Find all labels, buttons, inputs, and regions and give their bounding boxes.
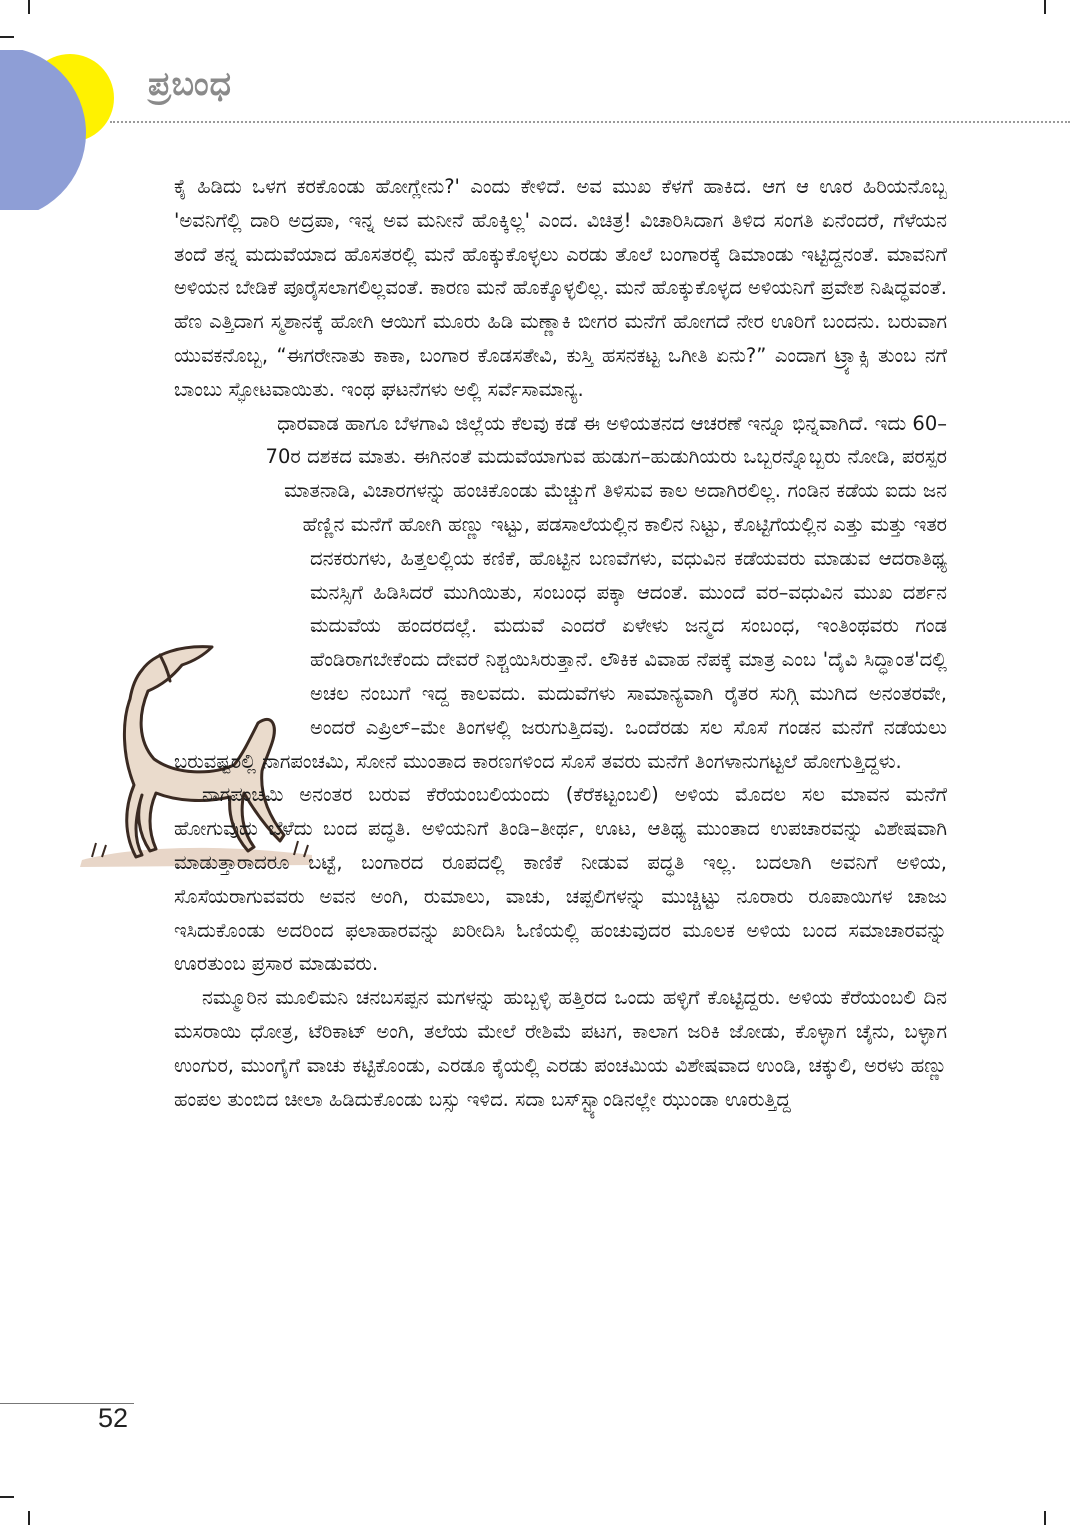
crop-mark-top-left <box>28 0 30 14</box>
page-number: 52 <box>98 1403 129 1433</box>
crop-mark-bottom-right <box>1044 1511 1046 1525</box>
decorative-circles <box>0 50 130 210</box>
article-body <box>174 170 947 1116</box>
section-title: ಪ್ರಬಂಧ <box>148 64 232 103</box>
crop-mark-bottom-left <box>28 1511 30 1525</box>
paragraph-3: ನಾಗಪಂಚಮಿ ಅನಂತರ ಬರುವ ಕೆರೆಯಂಬಲಿಯಂದು (ಕೆರೆಕಟ್ಟಂಬಲಿ) ಅಳಿಯ ಮೊದಲ ಸಲ ಮಾವನ ಮನೆಗೆ ಹೋಗುವುದು ಬೆಳೆದು ಬಂದ ಪದ್ಧತಿ. ಅಳಿಯನಿಗೆ ತಿಂಡಿ–ತೀರ್ಥ, ಊಟ, ಆತಿಥ್ಯ ಮುಂತಾದ ಉಪಚಾರವನ್ನು ವಿಶೇಷವಾಗಿ ಮಾಡುತ್ತಾರಾದರೂ ಬಟ್ಟೆ, ಬಂಗಾರದ ರೂಪದಲ್ಲಿ ಕಾಣಿಕೆ ನೀಡುವ ಪದ್ಧತಿ ಇಲ್ಲ. ಬದಲಾಗಿ ಅವನಿಗೆ ಅಳಿಯ, ಸೊಸೆಯರಾಗುವವರು ಅವನ ಅಂಗಿ, ರುಮಾಲು, ವಾಚು, ಚಪ್ಪಲಿಗಳನ್ನು ಮುಚ್ಚಿಟ್ಟು ನೂರಾರು ರೂಪಾಯಿಗಳ ಚಾಜು ಇಸಿದುಕೊಂಡು ಅದರಿಂದ ಫಲಾಹಾರವನ್ನು ಖರೀದಿಸಿ ಓಣಿಯಲ್ಲಿ ಹಂಚುವುದರ ಮೂಲಕ ಅಳಿಯ ಬಂದ ಸಮಾಚಾರವನ್ನು ಊರತುಂಬ ಪ್ರಸಾರ ಮಾಡುವರು. <box>174 783 947 976</box>
crop-mark-top-right <box>1044 0 1046 14</box>
header-divider <box>110 121 1070 123</box>
crop-mark-top-left-h <box>0 36 14 38</box>
crop-mark-bottom-left-h <box>0 1496 14 1498</box>
paragraph-2-text: ಧಾರವಾಡ ಹಾಗೂ ಬೆಳಗಾವಿ ಜಿಲ್ಲೆಯ ಕೆಲವು ಕಡೆ ಈ ಅಳಿಯತನದ ಆಚರಣೆ ಇನ್ನೂ ಭಿನ್ನವಾಗಿದೆ. ಇದು 60–70ರ ದಶಕದ ಮಾತು. ಈಗಿನಂತೆ ಮದುವೆಯಾಗುವ ಹುಡುಗ–ಹುಡುಗಿಯರು ಒಬ್ಬರನ್ನೊಬ್ಬರು ನೋಡಿ, ಪರಸ್ಪರ ಮಾತನಾಡಿ, ವಿಚಾರಗಳನ್ನು ಹಂಚಿಕೊಂಡು ಮೆಚ್ಚುಗೆ ತಿಳಿಸುವ ಕಾಲ ಅದಾಗಿರಲಿಲ್ಲ. ಗಂಡಿನ ಕಡೆಯ ಐದು ಜನ ಹೆಣ್ಣಿನ ಮನೆಗೆ ಹೋಗಿ ಹಣ್ಣು ಇಟ್ಟು, ಪಡಸಾಲೆಯಲ್ಲಿನ ಕಾಲಿನ ನಿಟ್ಟು, ಕೊಟ್ಟಿಗೆಯಲ್ಲಿನ ಎತ್ತು ಮತ್ತು ಇತರ ದನಕರುಗಳು, ಹಿತ್ತಲಲ್ಲಿಯ ಕಣಿಕೆ, ಹೊಟ್ಟಿನ ಬಣವೆಗಳು, ವಧುವಿನ ಕಡೆಯವರು ಮಾಡುವ ಆದರಾತಿಥ್ಯ ಮನಸ್ಸಿಗೆ ಹಿಡಿಸಿದರೆ ಮುಗಿಯಿತು, ಸಂಬಂಧ ಪಕ್ಕಾ ಆದಂತೆ. ಮುಂದೆ ವರ–ವಧುವಿನ ಮುಖ ದರ್ಶನ ಮದುವೆಯ ಹಂದರದಲ್ಲೆ. ಮದುವೆ ಎಂದರೆ ಏಳೇಳು ಜನ್ಮದ ಸಂಬಂಧ, ಇಂತಿಂಥವರು ಗಂಡ ಹೆಂಡಿರಾಗಬೇಕೆಂದು ದೇವರೆ ನಿಶ್ಚಯಿಸಿರುತ್ತಾನೆ. ಲೌಕಿಕ ವಿವಾಹ ನೆಪಕ್ಕೆ ಮಾತ್ರ ಎಂಬ 'ದೈವಿ ಸಿದ್ಧಾಂತ'ದಲ್ಲಿ ಅಚಲ ನಂಬುಗೆ ಇದ್ದ ಕಾಲವದು. ಮದುವೆಗಳು ಸಾಮಾನ್ಯವಾಗಿ ರೈತರ ಸುಗ್ಗಿ ಮುಗಿದ ಅನಂತರವೇ, ಅಂದರೆ ಎಪ್ರಿಲ್–ಮೇ ತಿಂಗಳಲ್ಲಿ ಜರುಗುತ್ತಿದವು. ಒಂದೆರಡು ಸಲ ಸೊಸೆ ಗಂಡನ ಮನೆಗೆ ನಡೆಯಲು ಬರುವಷ್ಟರಲ್ಲಿ ನಾಗಪಂಚಮಿ, ಸೋನೆ ಮುಂತಾದ ಕಾರಣಗಳಿಂದ ಸೊಸೆ ತವರು ಮನೆಗೆ ತಿಂಗಳಾನುಗಟ್ಟಲೆ ಹೋಗುತ್ತಿದ್ದಳು. <box>174 411 947 773</box>
paragraph-1: ಕೈ ಹಿಡಿದು ಒಳಗ ಕರಕೊಂಡು ಹೋಗ್ಲೇನು?' ಎಂದು ಕೇಳಿದೆ. ಅವ ಮುಖ ಕೆಳಗೆ ಹಾಕಿದ. ಆಗ ಆ ಊರ ಹಿರಿಯನೊಬ್ಬ 'ಅವನಿಗೆಲ್ಲಿ ದಾರಿ ಅದ್ರಪಾ, ಇನ್ನ ಅವ ಮನೀನೆ ಹೊಕ್ಕಿಲ್ಲ' ಎಂದ. ವಿಚಿತ್ರ! ವಿಚಾರಿಸಿದಾಗ ತಿಳಿದ ಸಂಗತಿ ಏನೆಂದರೆ, ಗೆಳೆಯನ ತಂದೆ ತನ್ನ ಮದುವೆಯಾದ ಹೊಸತರಲ್ಲಿ ಮನೆ ಹೊಕ್ಕುಕೊಳ್ಳಲು ಎರಡು ತೊಲೆ ಬಂಗಾರಕ್ಕೆ ಡಿಮಾಂಡು ಇಟ್ಟಿದ್ದನಂತೆ. ಮಾವನಿಗೆ ಅಳಿಯನ ಬೇಡಿಕೆ ಪೂರೈಸಲಾಗಲಿಲ್ಲವಂತೆ. ಕಾರಣ ಮನೆ ಹೊಕ್ಕೊಳ್ಳಲಿಲ್ಲ. ಮನೆ ಹೊಕ್ಕುಕೊಳ್ಳದ ಅಳಿಯನಿಗೆ ಪ್ರವೇಶ ನಿಷಿದ್ಧವಂತೆ. ಹೆಣ ಎತ್ತಿದಾಗ ಸ್ಮಶಾನಕ್ಕೆ ಹೋಗಿ ಆಯಿಗೆ ಮೂರು ಹಿಡಿ ಮಣ್ಣಾಕಿ ಬೀಗರ ಮನೆಗೆ ಹೋಗದೆ ನೇರ ಊರಿಗೆ ಬಂದನು. ಬರುವಾಗ ಯುವಕನೊಬ್ಬ, “ಈಗರೇನಾತು ಕಾಕಾ, ಬಂಗಾರ ಕೊಡಸತೇವಿ, ಕುಸ್ತಿ ಹಸನಕಟ್ಟ ಒಗೀತಿ ಏನು?” ಎಂದಾಗ ಟ್ರ್ಯಾಕ್ಸಿ ತುಂಬ ನಗೆ ಬಾಂಬು ಸ್ಫೋಟವಾಯಿತು. ಇಂಥ ಘಟನೆಗಳು ಅಲ್ಲಿ ಸರ್ವೆಸಾಮಾನ್ಯ. <box>174 175 947 401</box>
paragraph-2 <box>174 407 947 779</box>
paragraph-4: ನಮ್ಮೂರಿನ ಮೂಲಿಮನಿ ಚನಬಸಪ್ಪನ ಮಗಳನ್ನು ಹುಬ್ಬಳ್ಳಿ ಹತ್ತಿರದ ಒಂದು ಹಳ್ಳಿಗೆ ಕೊಟ್ಟಿದ್ದರು. ಅಳಿಯ ಕೆರೆಯಂಬಲಿ ದಿನ ಮಸರಾಯಿ ಧೋತ್ರ, ಟೆರಿಕಾಟ್ ಅಂಗಿ, ತಲೆಯ ಮೇಲೆ ರೇಶಿಮೆ ಪಟಗ, ಕಾಲಾಗ ಜರಿಕಿ ಜೋಡು, ಕೊಳ್ಳಾಗ ಚೈನು, ಬಳ್ಳಾಗ ಉಂಗುರ, ಮುಂಗೈಗೆ ವಾಚು ಕಟ್ಟಿಕೊಂಡು, ಎರಡೂ ಕೈಯಲ್ಲಿ ಎರಡು ಪಂಚಮಿಯ ವಿಶೇಷವಾದ ಉಂಡಿ, ಚಕ್ಕುಲಿ, ಅರಳು ಹಣ್ಣು ಹಂಪಲ ತುಂಬಿದ ಚೀಲಾ ಹಿಡಿದುಕೊಂಡು ಬಸ್ಸು ಇಳಿದ. ಸದಾ ಬಸ್‌ಸ್ಟ್ಯಾಂಡಿನಲ್ಲೇ ಝುಂಡಾ ಊರುತ್ತಿದ್ದ <box>174 986 947 1111</box>
